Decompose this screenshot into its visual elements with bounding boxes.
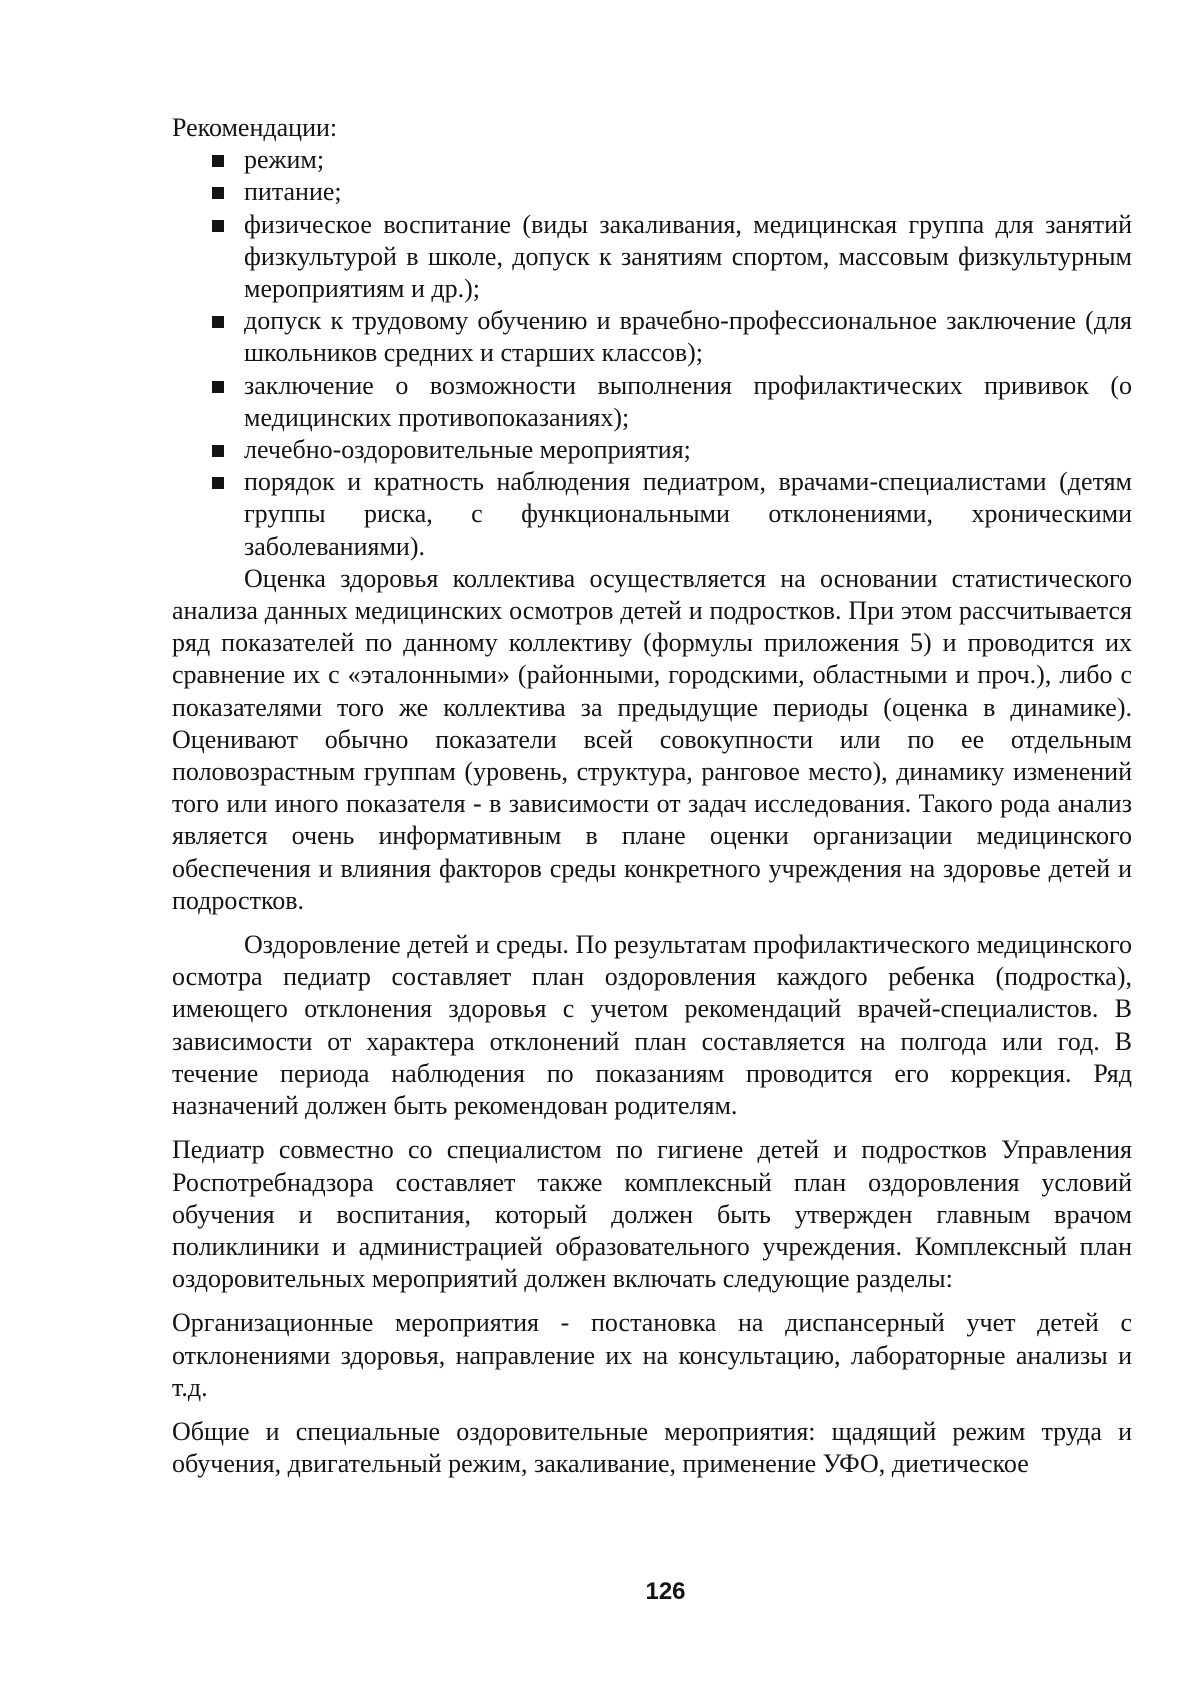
paragraph-organizational-measures: Организационные мероприятия - постановка на диспансерный учет детей с отклонениями здоровья, направление их на консультацию, лабораторные анализы и т.д.: [172, 1308, 1132, 1402]
paragraph-general-measures: Общие и специальные оздоровительные мероприятия: щадящий режим труда и обучения, двигательный режим, закаливание, применение УФО, диетическое: [172, 1416, 1132, 1479]
square-bullet-icon: [212, 155, 224, 167]
list-item-text: лечебно-оздоровительные мероприятия;: [244, 435, 691, 465]
list-item-text: режим;: [244, 145, 325, 175]
square-bullet-icon: [212, 220, 224, 232]
list-item-text: физическое воспитание (виды закаливания, медицинская группа для занятий физкультурой в школе, допуск к занятиям спортом, массовым физкультурным мероприятиям и др.);: [244, 209, 1132, 304]
recommendations-list: [172, 144, 1132, 563]
document-page: [172, 112, 1132, 1480]
list-item: [172, 370, 1132, 434]
square-bullet-icon: [212, 477, 224, 489]
paragraph-health-improvement: Оздоровление детей и среды. По результатам профилактического медицинского осмотра педиатр составляет план оздоровления каждого ребенка (подростка), имеющего отклонения здоровья с учетом рекомендаций врачей-специалистов. В зависимости от характера отклонений план составляется на полгода или год. В течение периода наблюдения по показаниям проводится его коррекция. Ряд назначений должен быть рекомендован родителям.: [172, 930, 1132, 1121]
list-item: [172, 144, 1132, 176]
paragraph-health-assessment: Оценка здоровья коллектива осуществляется на основании статистического анализа данных медицинских осмотров детей и подростков. При этом рассчитывается ряд показателей по данному коллективу (формулы приложения 5) и проводится их сравнение их с «эталонными» (районными, городскими, областными и проч.), либо с показателями того же коллектива за предыдущие периоды (оценка в динамике). Оценивают обычно показатели всей совокупности или по ее отдельным половозрастным группам (уровень, структура, ранговое место), динамику изменений того или иного показателя - в зависимости от задач исследования. Такого рода анализ является очень информативным в плане оценки организации медицинского обеспечения и влияния факторов среды конкретного учреждения на здоровье детей и подростков.: [172, 563, 1132, 915]
square-bullet-icon: [212, 445, 224, 457]
list-item-text: заключение о возможности выполнения профилактических прививок (о медицинских противопоказаниях);: [244, 370, 1132, 432]
list-item: [172, 466, 1132, 563]
recommendations-heading: Рекомендации:: [172, 113, 338, 142]
square-bullet-icon: [212, 381, 224, 393]
list-item: [172, 209, 1132, 306]
square-bullet-icon: [212, 316, 224, 328]
list-item-text: допуск к трудовому обучению и врачебно-профессиональное заключение (для школьников средних и старших классов);: [244, 306, 1132, 368]
page-number: 126: [645, 1578, 686, 1605]
list-item: [172, 176, 1132, 208]
list-item-text: порядок и кратность наблюдения педиатром, врачами-специалистами (детям группы риска, с функциональными отклонениями, хроническими заболеваниями).: [244, 467, 1132, 561]
list-item-text: питание;: [244, 177, 342, 207]
list-item: [172, 305, 1132, 369]
square-bullet-icon: [212, 187, 224, 199]
paragraph-complex-plan: Педиатр совместно со специалистом по гигиене детей и подростков Управления Роспотребнадзора составляет также комплексный план оздоровления условий обучения и воспитания, который должен быть утвержден главным врачом поликлиники и администрацией образовательного учреждения. Комплексный план оздоровительных мероприятий должен включать следующие разделы:: [172, 1135, 1132, 1294]
list-item: [172, 434, 1132, 466]
